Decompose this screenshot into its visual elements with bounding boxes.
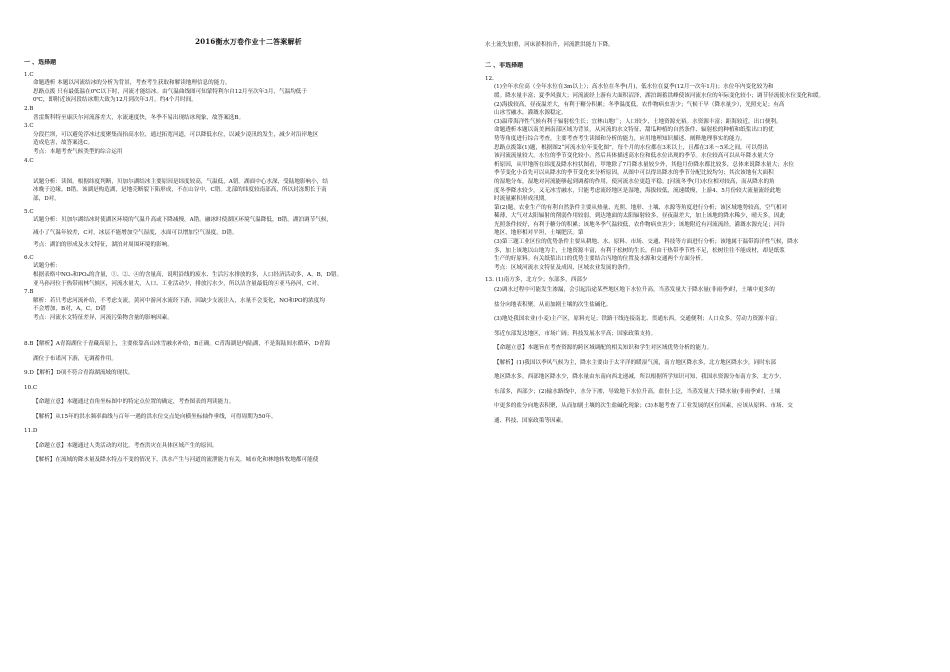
text-line: 试题分析：读图。根据纬度判断，贝加尔湖结冰主要原因是纬度较高，气温低，A错。湖面中心水深，受陆地影响小，结 xyxy=(33,178,328,185)
text-line: 亚马孙河位于热带雨林气候区，河流水量大，人口、工业活动少，排放污水少，所以洁含量最低的④亚马孙河，C对。 xyxy=(33,280,323,287)
text-line: 7.B xyxy=(24,289,34,296)
text-line: 东部多，西部少；(2)输水路线中，水分下渗，导致地下水位升高，盐份上泛，当蒸发量大于降水量(非雨季)时，土壤 xyxy=(494,388,781,395)
text-line: 【解析】从15年的洪水频率曲线与百年一遇的洪水位交点处向横坐标轴作垂线，可得周期为50年。 xyxy=(33,413,277,420)
text-line: 盐分向地表积聚，从而加剧土壤的次生盐碱化。 xyxy=(494,301,612,308)
text-line: 造成危害，故答案选C。 xyxy=(33,140,94,147)
text-line: 不会增加，B对，A，C，D错 xyxy=(33,306,106,313)
text-line: 湖位于布诺河下游，无调蓄作用。 xyxy=(33,355,117,362)
text-line: 根据表格中NO₃和PO₄的含量，①、②、④的含量高，说明沿线的废水、生活污水排放的多，人口经济活动多，A，B，D错。 xyxy=(33,272,343,279)
left-column xyxy=(24,55,473,466)
text-line: 8.B【解析】A青海湖位于青藏高原上，主要依靠高山冰雪融水补给，B正确。C青海湖是内陆湖，不是海陆间水循环，D青海 xyxy=(24,341,331,348)
text-line: 地区降水多，西部地区降水少，降水量由东南向西北递减，所以根据所学知识可知，我国水资源分布南方多，北方少， xyxy=(494,374,785,381)
text-line: 考点：本题考查气候类型的综合运用 xyxy=(33,148,123,155)
text-line: 稀薄，大气对太阳辐射的削弱作用较弱，到达地面的太阳辐射较多，昼夜温差大，加上该地的降水稀少，晴天多，因此 xyxy=(494,213,785,220)
text-line: 季节变化小首先可以从降水的季节变化来分析原因，从图中可以得出降水的季节分配比较均匀；其次该地有大面积 xyxy=(494,170,774,177)
text-line: 【解析】在流域的降水量及降水特点不变的情况下，洪水产生与河道的流泄能力有关。城市化和林地转牧地都可能使 xyxy=(33,457,319,464)
text-line: 考点：区域河流水文特征及成因，区域农业发展的条件。 xyxy=(494,264,634,271)
section-heading: 二 、非选择题 xyxy=(485,62,524,70)
text-line: 3.C xyxy=(24,123,34,130)
text-line: 时流量累积形成汛期。 xyxy=(494,196,550,203)
text-line: 10.C xyxy=(24,384,38,391)
text-line: 考点：河流水文特征差异，河流污染物含量的影响因素。 xyxy=(33,315,173,322)
text-line xyxy=(24,165,473,174)
text-line: (2)调水过程中可能发生渗漏，会引起沿途某些地区地下水位升高，当蒸发量大于降水量(非雨季)时，土壤中更多的 xyxy=(494,287,775,294)
text-line xyxy=(485,50,925,59)
text-line: 试题分析：贝加尔湖结冰时使湖区环境的气温升高或下降减慢，A错。融冰时使湖区环境气温降低，B错。湖泊调节气候， xyxy=(33,217,333,224)
text-line: 减小了气温年较差，C对。冰层不能增加空气湿度，水面可以增加空气湿度，D错。 xyxy=(33,229,238,236)
text-line: 6.C xyxy=(24,254,34,261)
text-line: 光照条件较好，有利于糖分的积累；该地冬季气温较低，农作物病虫害少；该地附近有河流流经，灌溉水源充足；河谷 xyxy=(494,221,785,228)
text-line: (1)全年水位高（全年水位在3m以上）；高水位在冬季(月)，低水位在夏季(12月一次年1月)；水位年内变化较为和 xyxy=(494,84,774,91)
text-line: 0℃，即附近该河段结冰期大致为12月到次年3月，约4个月时间。 xyxy=(33,97,197,104)
text-line: 试题分析： xyxy=(33,263,61,270)
text-line: 水土流失加重，河床淤积抬升，河流泄洪能力下降。 xyxy=(485,42,614,48)
text-line: 部，D对。 xyxy=(33,195,60,202)
text-line: 通、科技、国家政策等因素。 xyxy=(494,417,567,424)
text-line: 【命题立意】本题旨在考查资源的跨区域调配的相关知识和学生对区域优势分析的能力。 xyxy=(494,345,713,352)
text-line: 思路点拨 只有最低温在0℃以下时，河流才能结冰。由气温曲线图可知蒙特利尔自12月至次年3月，气温均低于 xyxy=(33,88,307,95)
text-line: 解析：若只考虑河流补给，不考虑支流，黄河中游河水流经下游，因缺少支流注入，水量不会变化，NO和PO的浓度均 xyxy=(33,297,325,304)
text-line: 第(2)题，农业生产的有利自然条件主要从热量、光照、地形、土壤、水源等角度进行分析；该区域地势较高，空气相对 xyxy=(494,204,788,211)
text-line: 4.C xyxy=(24,157,34,164)
document-title: 2016衡水万卷作业十二答案解析 xyxy=(195,37,302,46)
text-line: 冰晚于边缘，B错。该湖是构造湖，是地壳断裂下陷形成，不在山谷中，C错。北部的纬度较南部高，所以封冻期长于南 xyxy=(33,187,327,194)
text-line: 普雷斯科特至康沃尔河流落差大，水流速度快，冬季不易出现结冰现象，故答案选B。 xyxy=(33,114,245,121)
text-line: 度冬季降水较少，又无冰雪融水，只能考虑流经地区是湿地，海拔较低，流速缓慢，上游4、5月份较大流量流经此地 xyxy=(494,187,781,194)
text-line: 缓。降水量丰富；夏季风强大；河流流经上游有大面积沼泽，湖泊调蓄洪峰使该河流水位的年际变化较小；调节径流使水位变化和缓。 xyxy=(494,92,825,99)
text-line: 该河流流量较大，水位的季节变化较小。然后具体描述高水位和低水位出现的季节。水位较高可以从年降水量大分 xyxy=(494,153,774,160)
text-line: 2.B xyxy=(24,105,34,112)
text-line: 【命题立意】本题通过直角坐标图中的特定点位置的确定，考查图表的判读能力。 xyxy=(33,399,235,406)
text-line xyxy=(24,323,473,332)
text-line: 的湿地分布，湿地对河流能够起到调蓄的作用，使河流水位更趋平稳。[河流冬季(月)水位相对较高，而从降水的角 xyxy=(494,178,775,185)
text-line: 析原因，从甲地所在纬度及降水柱状图看，甲地除了7月降水量较少外，其他月份降水都比较多，总体来说降水量大；水位 xyxy=(494,161,795,168)
text-line: 地区，地形相对平坦，土壤肥沃。第 xyxy=(494,230,584,237)
text-line: 势等角度进行综合考查，主要考查考生读图和分析的能力，应用地理知识描述、阐释地理事实的能力。 xyxy=(494,135,746,142)
text-line: 命题透析 本题以河流结冰的分析为背景，考查考生获取和解读地理信息的能力。 xyxy=(33,80,231,87)
text-line: 【解析】(1)我国以季风气候为主，降水主要由于太平洋的暖湿气流，南方地区降水多，北方地区降水少，同时东部 xyxy=(494,359,777,366)
text-line: 9.D【解析】D项不符合青海湖流域的现状。 xyxy=(24,370,134,377)
text-line: 【命题立意】本题通过人类活动的对比，考查洪灾在具体区域产生的原因。 xyxy=(33,442,218,449)
text-line: (3)温带海洋性气候有利于辐射松生长；宜林山地广；人口较少，土地资源充裕。水资源丰富；距海较近，出口便利。 xyxy=(494,118,782,125)
text-line: 思路点拨第(1)题，根据图2“河流水位年变化图”，每个月的水位都在3米以上，且都在3米～5米之间，可以得出 xyxy=(494,144,769,151)
text-line: 中更多的盐分向地表积聚，从而加剧土壤的次生盐碱化现象；(3)本题考查了工业发展的区位因素，应该从原料、市场、交 xyxy=(494,403,793,410)
text-line: 12. xyxy=(485,75,494,82)
text-line: (3)第三题工业区位的优势条件主要从耕地、水、原料、市场、交通、科技等方面进行分析；该地属于温带海洋性气候，降水 xyxy=(494,239,799,246)
text-line: (2)海拔较高，昼夜温差大，有利于糖分积累；冬季温度低，农作物病虫害少；气候干旱（降水量少），光照充足；有高 xyxy=(494,101,785,108)
text-line: (3)地处我国农业(小麦)主产区，原料充足；铁路干线连接南北、贯通东西，交通便利；人口众多，劳动力资源丰富； xyxy=(494,316,781,323)
text-line: 分段拦坝，可以避免浮冰过度聚集而抬高水位，通过拓宽河道，可以降低水位，以减少凌汛的发生，减少对沿岸地区 xyxy=(33,131,319,138)
text-line: 13. (1)南方多，北方少；东部多，西部少 xyxy=(485,277,588,284)
text-line: 5.C xyxy=(24,208,34,215)
text-line: 邻近东部发达地区，市场广阔；科技发展水平高；国家政策支持。 xyxy=(494,330,657,337)
text-line: 山冰雪融水，灌溉水源稳定。 xyxy=(494,110,567,117)
text-line: 命题透析本题以南美洲南部区域为背景，从河流的水文特征、甜瓜种植的自然条件、辐射松的种植和纸浆出口的优 xyxy=(494,127,774,134)
text-line: 多，加上该地以山地为主，土地资源丰富，有利于松树的生长。但由于热带季节性不足，松树往往不能成材，却是纸浆 xyxy=(494,247,785,254)
text-line: 11.D xyxy=(24,428,38,435)
text-line: 考点：湖泊的形成及水文特征，湖泊对周围环境的影响。 xyxy=(33,242,173,249)
section-heading: 一 、选择题 xyxy=(24,59,57,66)
text-line: 生产的好原料。有关纸浆出口的优势主要结合丙地的位置及水源和交通两个方面分析。 xyxy=(494,256,707,263)
text-line: 1.C xyxy=(24,71,34,78)
right-column xyxy=(485,41,925,426)
